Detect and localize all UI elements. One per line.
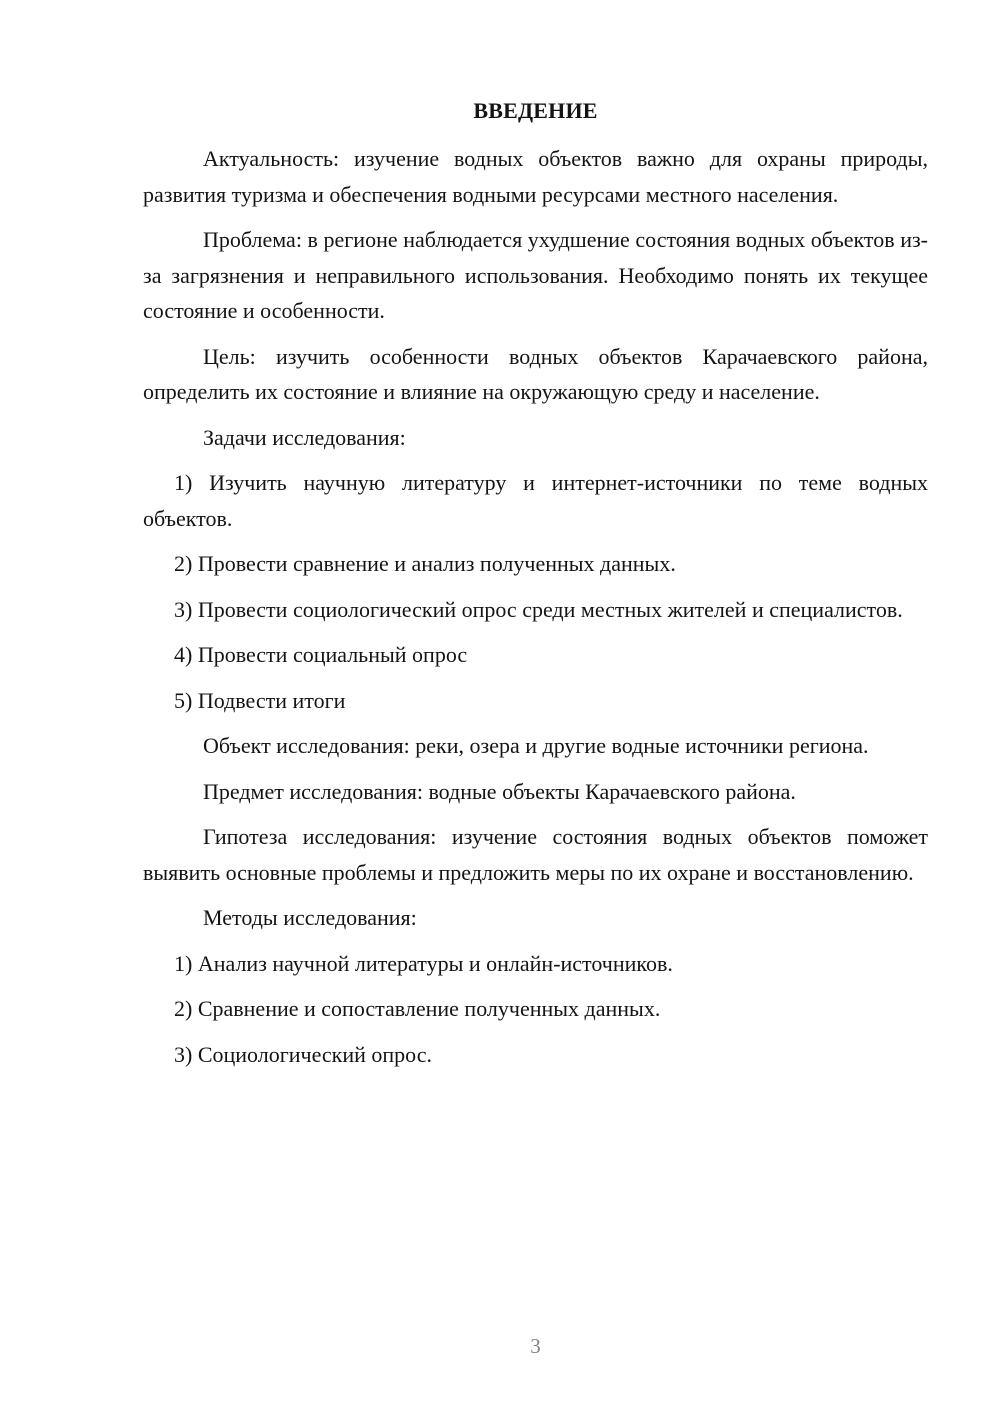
subject-paragraph: Предмет исследования: водные объекты Карачаевского района. (203, 778, 796, 804)
task-item: 5) Подвести итоги (174, 687, 346, 713)
task-item: 4) Провести социальный опрос (174, 642, 468, 667)
problem-paragraph: Проблема: в регионе наблюдается ухудшение состояния водных объектов из-за загрязнения и неправильного использования. Необходимо понять их текущее состояние и особенности. (143, 227, 928, 323)
method-item: 1) Анализ научной литературы и онлайн-источников. (174, 950, 673, 976)
document-body (143, 141, 928, 1082)
task-item: 2) Провести сравнение и анализ полученных данных. (174, 551, 676, 576)
page-number: 3 (530, 1334, 541, 1358)
hypothesis-paragraph: Гипотеза исследования: изучение состояния водных объектов поможет выявить основные проблемы и предложить меры по их охране и восстановлению. (143, 824, 928, 885)
task-item: 1) Изучить научную литературу и интернет-источники по теме водных объектов. (143, 470, 928, 531)
tasks-heading: Задачи исследования: (203, 424, 406, 450)
relevance-paragraph: Актуальность: изучение водных объектов важно для охраны природы, развития туризма и обеспечения водными ресурсами местного населения. (143, 146, 928, 207)
object-paragraph: Объект исследования: реки, озера и другие водные источники региона. (203, 733, 869, 758)
task-item: 3) Провести социологический опрос среди местных жителей и специалистов. (174, 596, 903, 622)
methods-heading: Методы исследования: (203, 905, 417, 930)
method-item: 3) Социологический опрос. (174, 1041, 432, 1067)
goal-paragraph: Цель: изучить особенности водных объектов Карачаевского района, определить их состояние и влияние на окружающую среду и население. (143, 343, 928, 404)
page-title: ВВЕДЕНИЕ (473, 98, 598, 123)
method-item: 2) Сравнение и сопоставление полученных данных. (174, 996, 661, 1021)
